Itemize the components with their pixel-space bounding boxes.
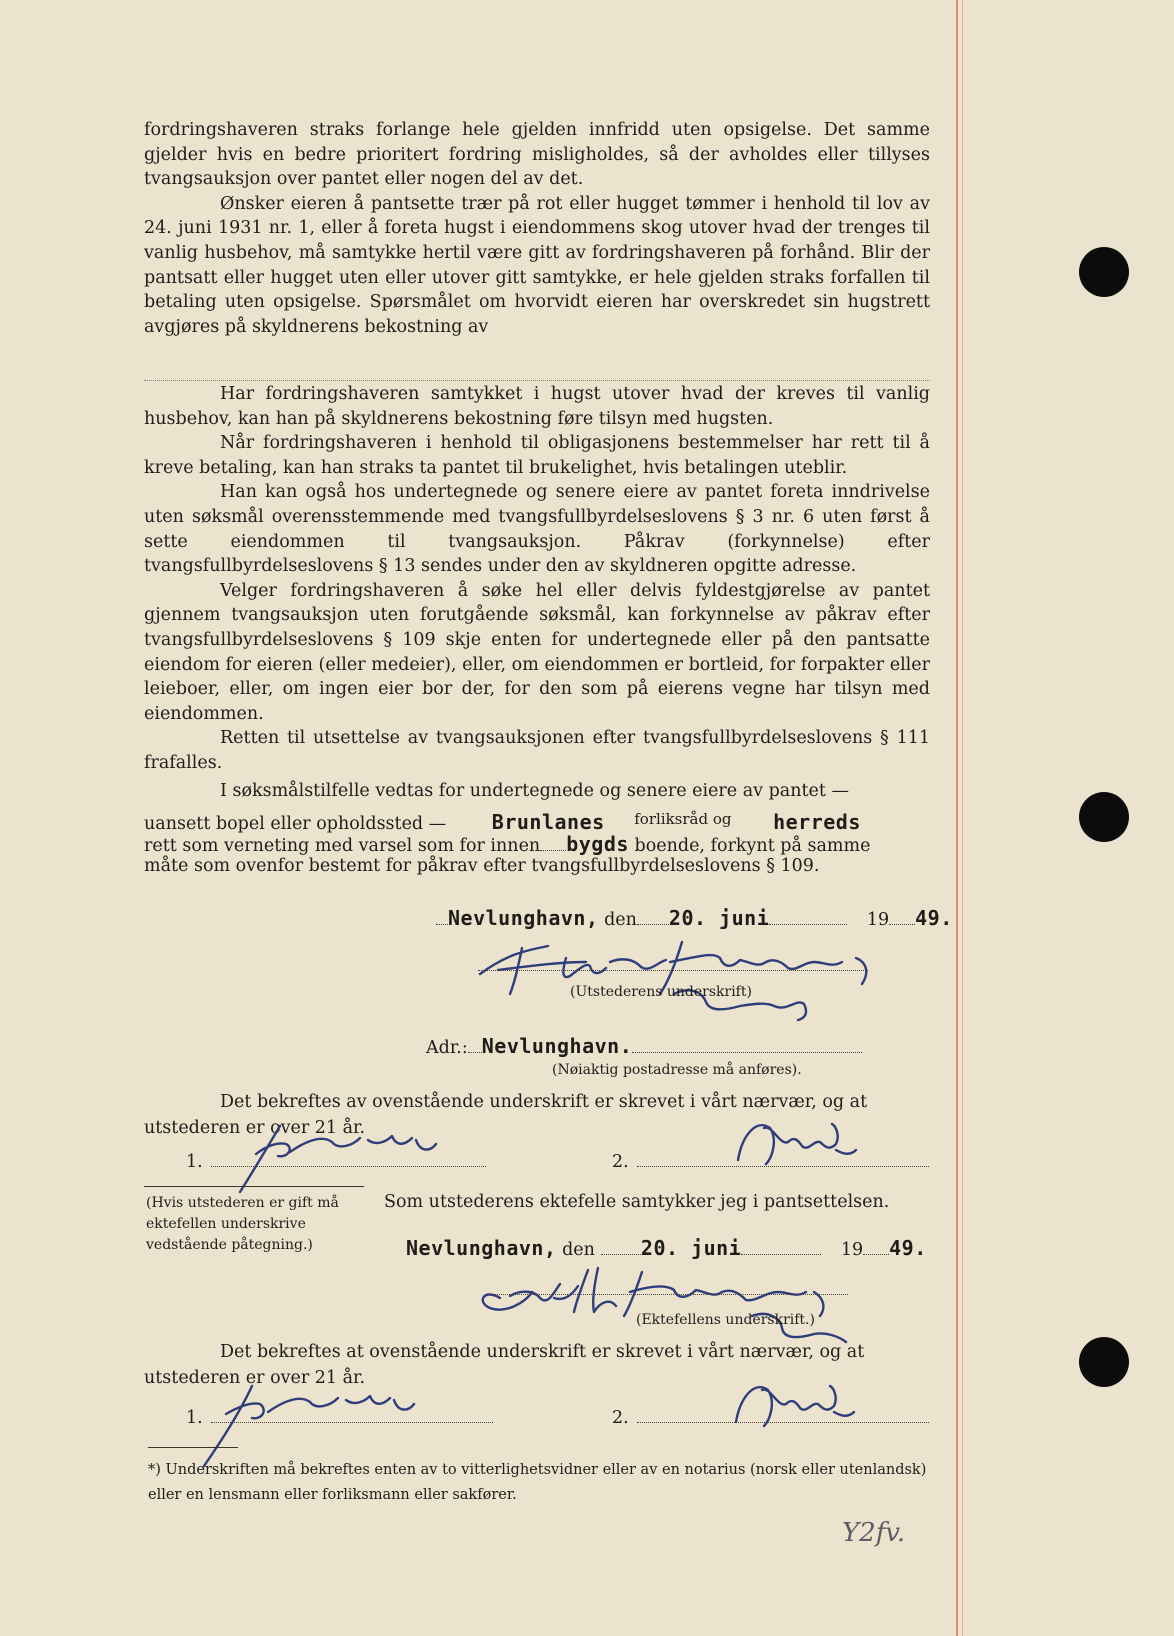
spouse-signature-caption: (Ektefellens underskrift.) <box>636 1312 815 1328</box>
issuer-date: 20. juni <box>668 906 770 930</box>
venue-text: uansett bopel eller opholdssted — <box>144 814 447 834</box>
typed-place: Brunlanes <box>491 810 605 834</box>
witness-num-2: 2. <box>612 1152 629 1172</box>
punch-hole-top <box>1079 247 1129 297</box>
witness2-text-b: utstederen er over 21 år. <box>144 1368 366 1388</box>
spouse-date: 20. juni <box>640 1236 742 1260</box>
year-prefix: 19 <box>840 1240 864 1260</box>
paragraph: Når fordringshaveren i henhold til obligasjonens bestemmelser har rett til å kreve betaling, kan han straks ta pantet til brukelighet, hvis betalingen uteblir. <box>144 433 930 478</box>
footnote: *) Underskriften må bekreftes enten av to vitterlighetsvidner eller av en notarius (norsk eller utenlandsk) eller en lensmann eller forliksmann eller sakfører. <box>148 1462 927 1503</box>
spouse-date-line <box>406 1236 927 1260</box>
spouse-side-note: (Hvis utstederen er gift må ektefellen underskrive vedstående påtegning.) <box>146 1195 339 1253</box>
signature-caption: (Utstederens underskrift) <box>570 984 752 1000</box>
venue-line-1: I søksmålstilfelle vedtas for undertegnede og senere eiere av pantet — <box>220 781 849 801</box>
page-mark: Y2fv. <box>842 1518 906 1548</box>
footnote-divider <box>148 1447 238 1448</box>
witness-num-2: 2. <box>612 1408 629 1428</box>
witness2-signature-2 <box>730 1368 860 1438</box>
witness1-text-b: utstederen er over 21 år. <box>144 1118 366 1138</box>
spouse-signature-line <box>488 1294 848 1295</box>
margin-rule <box>956 0 958 1636</box>
margin-rule-secondary <box>962 0 963 1636</box>
paragraph: Han kan også hos undertegnede og senere eiere av pantet foreta inndrivelse uten søksmål overensstemmende med tvangsfullbyrdelseslovens § 3 nr. 6 uten først å sette eiendommen til tvangsauksjon. Påkrav (forkynnelse) efter tvangsfullbyrdelseslovens § 13 sendes under den av skyldneren opgitte adresse. <box>144 482 930 577</box>
venue-line-2 <box>144 810 861 834</box>
typed-bygd: bygds <box>566 832 629 856</box>
issuer-date-line <box>436 906 953 930</box>
paragraph: fordringshaveren straks forlange hele gjelden innfridd uten opsigelse. Det samme gjelder hvis en bedre prioritert fordring misligholdes, så der avholdes eller tillyses tvangsauksjon over pantet eller nogen del av det. <box>144 120 930 190</box>
dotted-separator <box>144 380 930 381</box>
witness1-signature-2 <box>732 1106 862 1176</box>
address-caption: (Nøiaktig postadresse må anføres). <box>552 1062 802 1078</box>
spouse-year: 49. <box>889 1236 927 1260</box>
venue-line-3 <box>144 832 870 856</box>
signature-line <box>478 970 868 971</box>
venue-text: boende, forkynt på samme <box>634 836 871 856</box>
spouse-signature <box>470 1262 890 1352</box>
venue-line-4: måte som ovenfor bestemt for påkrav efter tvangsfullbyrdelseslovens § 109. <box>144 856 820 876</box>
paragraph: Retten til utsettelse av tvangsauksjonen efter tvangsfullbyrdelseslovens § 111 frafalles. <box>144 728 930 773</box>
den-label: den <box>562 1240 595 1260</box>
paragraph: Velger fordringshaveren å søke hel eller delvis fyldestgjørelse av pantet gjennem tvangsauksjon uten forutgående søksmål, kan forkynnelse av påkrav efter tvangsfullbyrdelseslovens § 109 skje enten for undertegnede eller på den pantsatte eiendom for eieren (eller medeier), eller, om eiendommen er bortleid, for forpakter eller leieboer, eller, om ingen eier bor der, for den som på eierens vegne har tilsyn med eiendommen. <box>144 580 930 724</box>
spouse-consent: Som utstederens ektefelle samtykker jeg i pantsettelsen. <box>384 1192 890 1212</box>
witness1-text-a: Det bekreftes av ovenstående underskrift er skrevet i vårt nærvær, og at <box>220 1092 868 1112</box>
den-label: den <box>604 910 637 930</box>
issuer-signature <box>470 932 910 1022</box>
punch-hole-middle <box>1079 792 1129 842</box>
witness2-text-a: Det bekreftes at ovenstående underskrift er skrevet i vårt nærvær, og at <box>220 1342 865 1362</box>
witness2-signature-1 <box>196 1370 456 1470</box>
punch-hole-bottom <box>1079 1337 1129 1387</box>
issuer-year: 49. <box>915 906 953 930</box>
issuer-place: Nevlunghavn, <box>448 906 599 930</box>
address-label: Adr.: <box>426 1038 468 1058</box>
address-line <box>426 1034 862 1058</box>
spouse-place: Nevlunghavn, <box>406 1236 557 1260</box>
witness1-signature-1 <box>220 1116 460 1196</box>
paragraph: Ønsker eieren å pantsette trær på rot eller hugget tømmer i henhold til lov av 24. juni 1931 nr. 1, eller å foreta hugst i eiendommens skog utover hvad der trenges til vanlig husbehov, må samtykke hertil være gitt av fordringshaveren på forhånd. Blir der pantsatt eller hugget uten eller utover gitt samtykke, er hele gjelden straks forfallen til betaling uten opsigelse. Spørsmålet om hvorvidt eieren har overskredet sin hugstrett avgjøres på skyldnerens bekostning av <box>144 193 930 337</box>
text-block-middle <box>144 382 930 776</box>
witness-num-1: 1. <box>186 1152 203 1172</box>
witness-num-1: 1. <box>186 1408 203 1428</box>
venue-text: forliksråd og <box>634 810 732 828</box>
text-block-top <box>144 118 930 339</box>
typed-court: herreds <box>773 810 861 834</box>
paragraph: Har fordringshaveren samtykket i hugst utover hvad der kreves til vanlig husbehov, kan han på skyldnerens bekostning føre tilsyn med hugsten. <box>144 384 930 429</box>
year-prefix: 19 <box>866 910 890 930</box>
section-divider <box>144 1186 364 1187</box>
address-value: Nevlunghavn. <box>481 1034 633 1058</box>
venue-text: rett som verneting med varsel som for innen <box>144 836 541 856</box>
